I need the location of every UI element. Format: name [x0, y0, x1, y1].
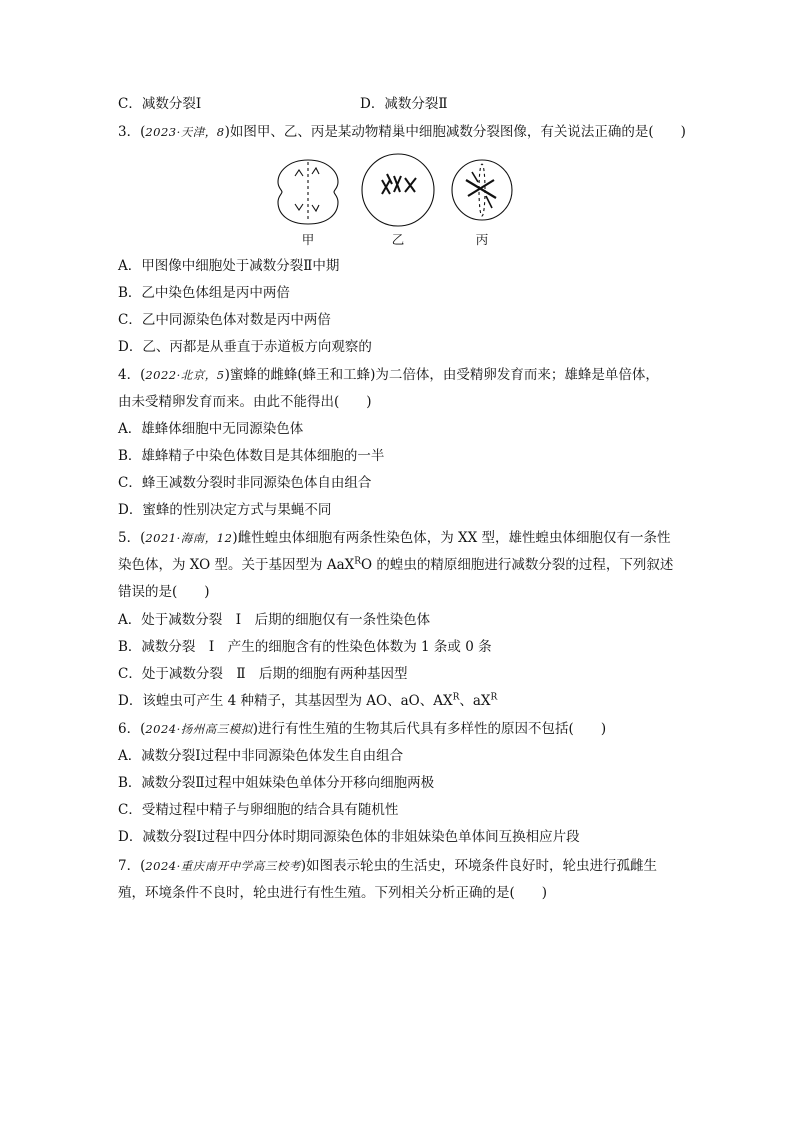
q6-option-b: B．减数分裂Ⅱ过程中姐妹染色单体分开移向细胞两极 — [118, 775, 435, 791]
q3-number: 3．( — [118, 124, 146, 140]
q2-option-d: D．减数分裂Ⅱ — [360, 96, 448, 112]
q4-stem-line2: 由未受精卵发育而来。由此不能得出( ) — [118, 394, 372, 410]
q5-option-d-sup2: R — [490, 692, 498, 703]
q7-stem-line2: 殖，环境条件不良时，轮虫进行有性生殖。下列相关分析正确的是( ) — [118, 885, 548, 901]
q5-text-2a: 染色体，为 XO 型。关于基因型为 AaX — [118, 557, 355, 573]
q6-option-a: A．减数分裂Ⅰ过程中非同源染色体发生自由组合 — [118, 748, 404, 764]
q5-text-1: )雌性蝗虫体细胞有两条性染色体，为 XX 型，雄性蝗虫体细胞仅有一条性 — [232, 530, 671, 546]
q5-option-c: C．处于减数分裂 Ⅱ 后期的细胞有两种基因型 — [118, 666, 408, 682]
q5-option-d-a: D．该蝗虫可产生 4 种精子，其基因型为 AO、aO、AX — [118, 693, 453, 709]
figure-label-bing: 丙 — [475, 232, 489, 247]
q3-source: 2023·天津，8 — [145, 125, 225, 139]
q3-text: )如图甲、乙、丙是某动物精巢中细胞减数分裂图像，有关说法正确的是( ) — [224, 124, 686, 140]
q6-number: 6．( — [118, 721, 146, 737]
q3-option-c: C．乙中同源染色体对数是丙中两倍 — [118, 312, 331, 328]
q4-option-c: C．蜂王减数分裂时非同源染色体自由组合 — [118, 475, 372, 491]
q4-text-1: )蜜蜂的雌蜂(蜂王和工蜂)为二倍体，由受精卵发育而来；雄蜂是单倍体， — [224, 367, 659, 383]
q4-source: 2022·北京，5 — [145, 368, 225, 382]
meiosis-figure — [270, 150, 530, 246]
q5-sup-r: R — [354, 556, 362, 567]
q4-option-d: D．蜜蜂的性别决定方式与果蝇不同 — [118, 502, 332, 518]
q5-option-d-sup1: R — [452, 692, 460, 703]
q3-option-a: A．甲图像中细胞处于减数分裂Ⅱ中期 — [118, 258, 340, 274]
q3-option-d: D．乙、丙都是从垂直于赤道板方向观察的 — [118, 339, 372, 355]
q3-stem — [118, 123, 686, 141]
q7-text-1: )如图表示轮虫的生活史，环境条件良好时，轮虫进行孤雌生 — [300, 858, 658, 874]
figure-label-yi: 乙 — [391, 232, 405, 247]
meiosis-cells-svg — [270, 150, 530, 230]
q4-stem-line1 — [118, 366, 659, 384]
q7-number: 7．( — [118, 858, 146, 874]
cell-jia — [278, 160, 338, 224]
q5-option-d-b: 、aX — [459, 693, 491, 709]
q7-stem-line1 — [118, 857, 657, 875]
q5-option-d — [118, 692, 497, 710]
cell-bing — [452, 160, 512, 220]
q3-option-b: B．乙中染色体组是丙中两倍 — [118, 285, 290, 301]
q5-source: 2021·海南，12 — [145, 531, 233, 545]
q6-source: 2024·扬州高三模拟 — [145, 722, 253, 736]
q5-stem-line3: 错误的是( ) — [118, 584, 210, 600]
q6-option-d: D．减数分裂Ⅰ过程中四分体时期同源染色体的非姐妹染色单体间互换相应片段 — [118, 829, 580, 845]
q6-option-c: C．受精过程中精子与卵细胞的结合具有随机性 — [118, 802, 399, 818]
q5-option-b: B．减数分裂 Ⅰ 产生的细胞含有的性染色体数为 1 条或 0 条 — [118, 639, 492, 655]
q4-number: 4．( — [118, 367, 146, 383]
q2-option-c: C．减数分裂Ⅰ — [118, 96, 202, 112]
q6-text: )进行有性生殖的生物其后代具有多样性的原因不包括( ) — [252, 721, 607, 737]
q5-stem-line2 — [118, 556, 673, 574]
q5-stem-line1 — [118, 529, 671, 547]
q5-option-a: A．处于减数分裂 Ⅰ 后期的细胞仅有一条性染色体 — [118, 612, 431, 628]
q5-text-2b: O 的蝗虫的精原细胞进行减数分裂的过程，下列叙述 — [361, 557, 674, 573]
figure-label-jia: 甲 — [301, 232, 315, 247]
q6-stem — [118, 720, 606, 738]
cell-yi — [362, 154, 434, 226]
q4-option-b: B．雄蜂精子中染色体数目是其体细胞的一半 — [118, 448, 385, 464]
q5-number: 5．( — [118, 530, 146, 546]
q7-source: 2024·重庆南开中学高三校考 — [145, 859, 301, 873]
q4-option-a: A．雄蜂体细胞中无同源染色体 — [118, 421, 304, 437]
